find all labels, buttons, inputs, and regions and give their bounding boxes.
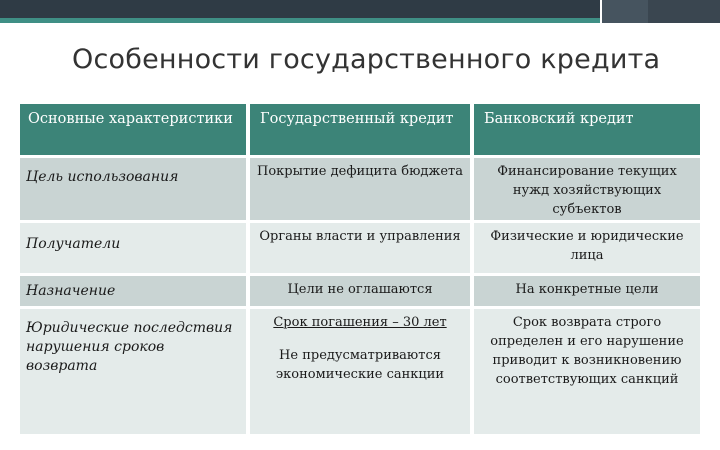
- sanctions-text: Не предусматриваются экономические санкции: [275, 348, 445, 382]
- row-label: Юридические последствия нарушения сроков возврата: [20, 309, 246, 434]
- header-characteristics: Основные характеристики: [20, 104, 246, 155]
- state-credit-cell: Покрытие дефицита бюджета: [250, 158, 470, 220]
- repayment-term-text: Срок погашения – 30 лет: [273, 315, 447, 330]
- header-state-credit: Государственный кредит: [250, 104, 470, 155]
- table-row: [20, 276, 700, 306]
- row-label: Получатели: [20, 223, 246, 273]
- state-credit-cell: Цели не оглашаются: [250, 276, 470, 306]
- top-decoration-bar: [0, 0, 720, 24]
- bank-credit-cell: Физические и юридические лица: [474, 223, 700, 273]
- table-row: [20, 158, 700, 220]
- bank-credit-cell: На конкретные цели: [474, 276, 700, 306]
- row-label: Назначение: [20, 276, 246, 306]
- comparison-table: [20, 104, 700, 434]
- table-header-row: [20, 104, 700, 155]
- row-label: Цель использования: [20, 158, 246, 220]
- table-row: [20, 223, 700, 273]
- top-bar-right-block-dark: [648, 0, 720, 23]
- state-credit-cell: [250, 309, 470, 434]
- slide-title: Особенности государственного кредита: [72, 44, 661, 75]
- bank-credit-cell: Финансирование текущих нужд хозяйствующих субъектов: [474, 158, 700, 220]
- top-bar-dark-segment: [0, 0, 600, 18]
- header-bank-credit: Банковский кредит: [474, 104, 700, 155]
- bank-credit-cell: Срок возврата строго определен и его нарушение приводит к возникновению соответствующих санкций: [474, 309, 700, 434]
- table-row: [20, 309, 700, 434]
- state-credit-cell: Органы власти и управления: [250, 223, 470, 273]
- top-bar-accent-line: [0, 18, 600, 23]
